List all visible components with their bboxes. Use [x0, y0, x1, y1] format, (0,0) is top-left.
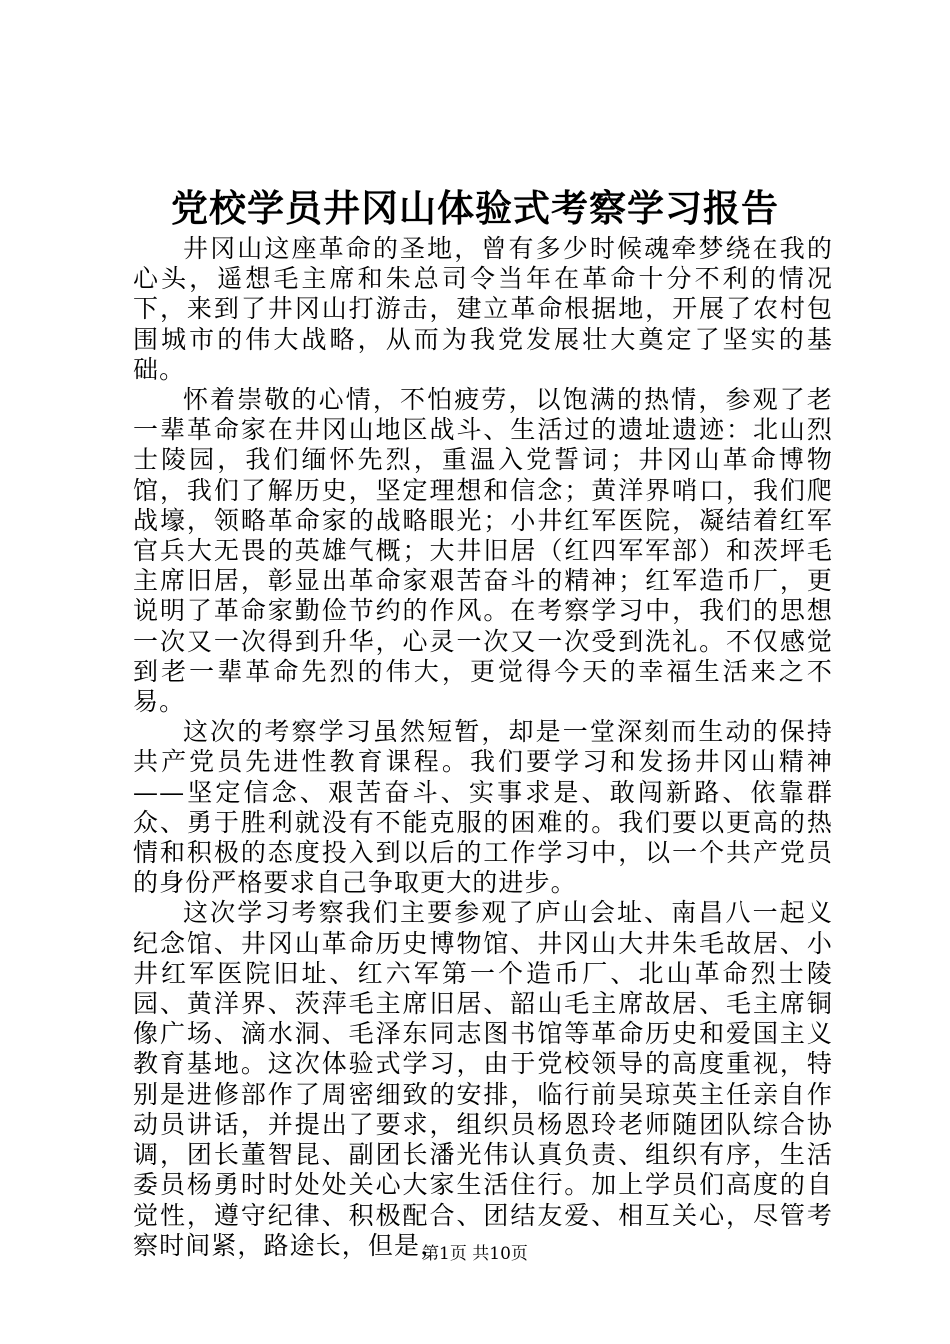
page-number-footer: 第1页 共10页	[422, 1244, 528, 1264]
document-title: 党校学员井冈山体验式考察学习报告	[171, 186, 779, 230]
document-body	[133, 234, 833, 1261]
paragraph-1: 井冈山这座革命的圣地，曾有多少时候魂牵梦绕在我的心头，遥想毛主席和朱总司令当年在革命十分不利的情况下，来到了井冈山打游击，建立革命根据地，开展了农村包围城市的伟大战略，从而为我党发展壮大奠定了坚实的基础。	[133, 234, 833, 384]
paragraph-2: 怀着崇敬的心情，不怕疲劳，以饱满的热情，参观了老一辈革命家在井冈山地区战斗、生活过的遗址遗迹：北山烈士陵园，我们缅怀先烈，重温入党誓词；井冈山革命博物馆，我们了解历史，坚定理想和信念；黄洋界哨口，我们爬战壕，领略革命家的战略眼光；小井红军医院，凝结着红军官兵大无畏的英雄气概；大井旧居（红四军军部）和茨坪毛主席旧居，彰显出革命家艰苦奋斗的精神；红军造币厂，更说明了革命家勤俭节约的作风。在考察学习中，我们的思想一次又一次得到升华，心灵一次又一次受到洗礼。不仅感觉到老一辈革命先烈的伟大，更觉得今天的幸福生活来之不易。	[133, 385, 833, 717]
paragraph-3: 这次的考察学习虽然短暂，却是一堂深刻而生动的保持共产党员先进性教育课程。我们要学习和发扬井冈山精神——坚定信念、艰苦奋斗、实事求是、敢闯新路、依靠群众、勇于胜利就没有不能克服的困难的。我们要以更高的热情和积极的态度投入到以后的工作学习中，以一个共产党员的身份严格要求自己争取更大的进步。	[133, 717, 833, 898]
paragraph-4: 这次学习考察我们主要参观了庐山会址、南昌八一起义纪念馆、井冈山革命历史博物馆、井冈山大井朱毛故居、小井红军医院旧址、红六军第一个造币厂、北山革命烈士陵园、黄洋界、茨萍毛主席旧居、韶山毛主席故居、毛主席铜像广场、滴水洞、毛泽东同志图书馆等革命历史和爱国主义教育基地。这次体验式学习，由于党校领导的高度重视，特别是进修部作了周密细致的安排，临行前吴琼英主任亲自作动员讲话，并提出了要求，组织员杨恩玲老师随团队综合协调，团长董智昆、副团长潘光伟认真负责、组织有序，生活委员杨勇时时处处关心大家生活住行。加上学员们高度的自觉性，遵守纪律、积极配合、团结友爱、相互关心，尽管考察时间紧，路途长，但是，	[133, 898, 833, 1260]
